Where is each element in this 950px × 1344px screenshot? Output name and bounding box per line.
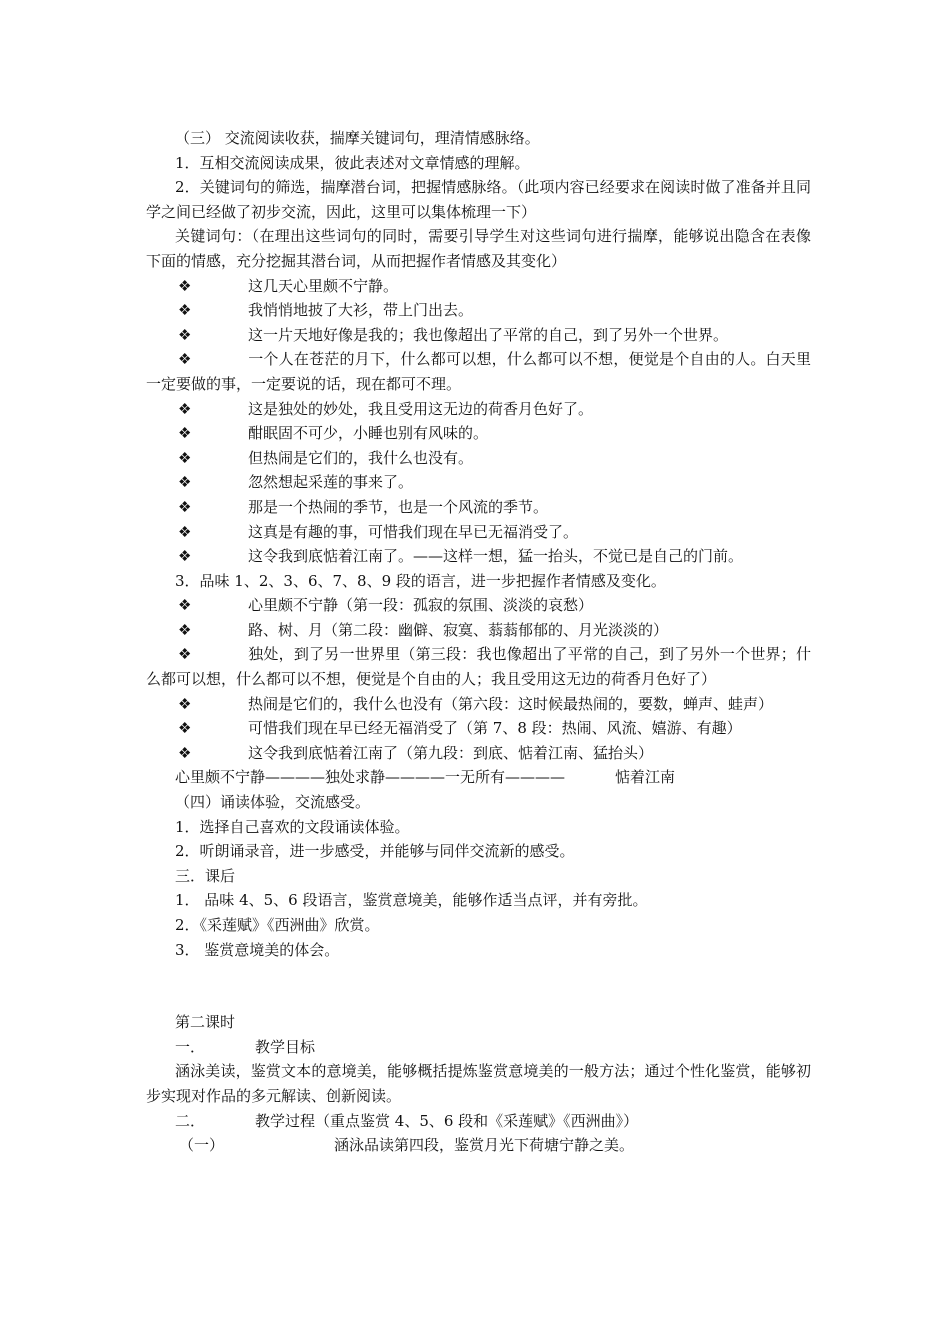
- list-item: ❖ 可惜我们现在早已经无福消受了（第 7、8 段：热闹、风流、嬉游、有趣）: [146, 716, 811, 741]
- bullet-icon: ❖: [178, 473, 192, 492]
- list-item: 3． 鉴赏意境美的体会。: [175, 940, 340, 959]
- key-sentence-list: [146, 274, 811, 569]
- list-item: ❖ 这令我到底惦着江南了。——这样一想，猛一抬头，不觉已是自己的门前。: [146, 544, 811, 569]
- bullet-icon: ❖: [178, 620, 192, 639]
- list-item: ❖ 忽然想起采莲的事来了。: [146, 470, 811, 495]
- bullet-icon: ❖: [178, 547, 192, 566]
- list-item: ❖ 这一片天地好像是我的；我也像超出了平常的自己，到了另外一个世界。: [146, 323, 811, 348]
- bullet-icon: ❖: [178, 276, 192, 295]
- paragraph: 1．互相交流阅读成果，彼此表述对文章情感的理解。: [175, 153, 530, 172]
- list-item: ❖ 这是独处的妙处，我且受用这无边的荷香月色好了。: [146, 397, 811, 422]
- paragraph: 3．品味 1、2、3、6、7、8、9 段的语言，进一步把握作者情感及变化。: [175, 571, 666, 590]
- paragraph: 2．听朗诵录音，进一步感受，并能够与同伴交流新的感受。: [175, 842, 575, 861]
- list-item: ❖ 路、树、月（第二段：幽僻、寂寞、蓊蓊郁郁的、月光淡淡的）: [146, 618, 811, 643]
- bullet-icon: ❖: [178, 645, 192, 664]
- bullet-icon: ❖: [178, 399, 192, 418]
- paragraph: 2．关键词句的筛选，揣摩潜台词，把握情感脉络。（此项内容已经要求在阅读时做了准备并且同学之间已经做了初步交流，因此，这里可以集体梳理一下）: [146, 178, 811, 221]
- bullet-icon: ❖: [178, 743, 192, 762]
- list-item: ❖ 独处，到了另一世界里（第三段：我也像超出了平常的自己，到了另外一个世界；什么都可以想，什么都可以不想，便觉是个自由的人；我且受用这无边的荷香月色好了）: [146, 642, 811, 691]
- bullet-icon: ❖: [178, 719, 192, 738]
- section-heading: （三） 交流阅读收获，揣摩关键词句，理清情感脉络。: [175, 129, 540, 147]
- section-heading: 一． 教学目标: [175, 1037, 316, 1056]
- bullet-icon: ❖: [178, 522, 192, 541]
- bullet-icon: ❖: [178, 448, 192, 467]
- list-item: 1． 品味 4、5、6 段语言，鉴赏意境美，能够作适当点评，并有旁批。: [175, 891, 648, 910]
- list-item: ❖ 这令我到底惦着江南了（第九段：到底、惦着江南、猛抬头）: [146, 741, 811, 766]
- lesson-title: 第二课时: [175, 1013, 236, 1032]
- list-item: ❖ 我悄悄地披了大衫，带上门出去。: [146, 298, 811, 323]
- paragraph: 关键词句：（在理出这些词句的同时，需要引导学生对这些词句进行揣摩，能够说出隐含在表像下面的情感，充分挖掘其潜台词，从而把握作者情感及其变化）: [146, 227, 811, 270]
- list-item: ❖ 酣眠固不可少，小睡也别有风味的。: [146, 421, 811, 446]
- section-heading: （四）诵读体验，交流感受。: [175, 793, 371, 812]
- list-item: 2．《采莲赋》《西洲曲》欣赏。: [175, 916, 380, 934]
- paragraph: 1．选择自己喜欢的文段诵读体验。: [175, 817, 410, 836]
- bullet-icon: ❖: [178, 497, 192, 516]
- bullet-icon: ❖: [178, 350, 192, 369]
- list-item: ❖ 一个人在苍茫的月下，什么都可以想，什么都可以不想，便觉是个自由的人。白天里一定要做的事，一定要说的话，现在都可不理。: [146, 347, 811, 396]
- bullet-icon: ❖: [178, 325, 192, 344]
- bullet-icon: ❖: [178, 301, 192, 320]
- list-item: ❖ 这几天心里颇不宁静。: [146, 274, 811, 299]
- list-item: ❖ 但热闹是它们的，我什么也没有。: [146, 446, 811, 471]
- list-item: ❖ 这真是有趣的事，可惜我们现在早已无福消受了。: [146, 520, 811, 545]
- section-heading: 二． 教学过程（重点鉴赏 4、5、6 段和《采莲赋》《西洲曲》）: [175, 1111, 639, 1130]
- list-item: ❖ 热闹是它们的，我什么也没有（第六段：这时候最热闹的，要数，蝉声、蛙声）: [146, 692, 811, 717]
- analysis-list: [146, 593, 811, 765]
- section-heading: 三．课后: [175, 866, 236, 885]
- emotion-summary: 心里颇不宁静————独处求静————一无所有———— 惦着江南: [175, 768, 676, 787]
- step-heading: （一） 涵泳品读第四段，鉴赏月光下荷塘宁静之美。: [179, 1136, 635, 1155]
- bullet-icon: ❖: [178, 694, 192, 713]
- document-page: [146, 126, 811, 1158]
- list-item: ❖ 心里颇不宁静（第一段：孤寂的氛围、淡淡的哀愁）: [146, 593, 811, 618]
- list-item: ❖ 那是一个热闹的季节，也是一个风流的季节。: [146, 495, 811, 520]
- bullet-icon: ❖: [178, 424, 192, 443]
- paragraph: 涵泳美读，鉴赏文本的意境美，能够概括提炼鉴赏意境美的一般方法；通过个性化鉴赏，能够初步实现对作品的多元解读、创新阅读。: [146, 1062, 811, 1105]
- bullet-icon: ❖: [178, 596, 192, 615]
